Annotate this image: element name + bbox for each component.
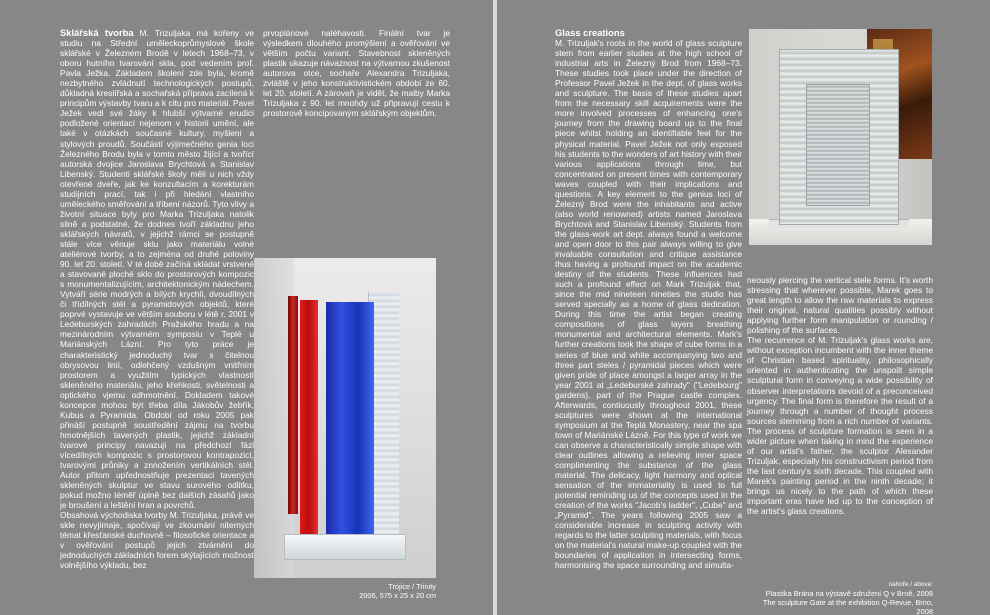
- blue-glass-slab: [326, 302, 374, 550]
- english-paragraph-2: neously piercing the vertical stele forms. It's worth stressing that wherever possible, Marek goes to great length to allow the raw materials to express their original, natural qualities possibly without applying further form manipulation or rounding / polishing of the surfaces.: [747, 275, 933, 336]
- glass-base: [284, 534, 406, 560]
- czech-paragraph-1: M. Trizuljaka má kořeny ve studiu na Střední uměleckoprůmyslové škole sklářské v Železném Brodě v letech 1968–73, v oboru hutního tvarování skla, pod vedením prof. Pavla Ježka. Základem školení zde byla, kromě nezbytného zvládnutí technologických postupů, důkladná kreslířská a sochařská příprava zacílená k principům výstavby tvaru a k citu pro materiál. Pavel Ježek vedl své žáky k hlubší výtvarné erudici podložené orientací nejenom v historii umění, ale také v otázkách současné kultury, myšlení a stylových proudů. Součástí výjimečného genia loci Železného Brodu byla v tomto město žijící a tvořící autorská dvojice Jaroslava Brychtová a Stanislav Libenský. Studenti sklářské školy měli u nich vždy otevřené dveře, jak ke konzultacím a korekturám studijních prací, tak i při hledání vlastního uměleckého směřování a tříbení názorů. Tyto vlivy a životní situace byly pro Marka Trizuljaka natolik silně a podstatné, že dodnes tvoří základnu jeho sklářských návratů, v jejichž rámci se postupně stále více věnuje sklu jako materiálu volné ateliérové tvorby, a to zejména od druhé poloviny 90. let 20. století. V té době začíná skládat vrstvené a stavované ploché sklo do prostorových kompozic s monumentalizujícím, architektonickým nádechem. Vytváří série modrých a bílých krychlí, dvoudílných či třídílných stél a pyramidových objektů, které poprvé vystavuje ve větším souboru v létě r. 2001 v Ledeburských zahradách Pražského hradu a na mezinárodním výtvarném symposiu v Teplé u Mariánských Lázní. Pro tyto práce je charakteristický jednoduchý tvar s čitelnou obrysovou linií, odlehčený vzdušným vnitřním prostorem a využitím typických vlastností skleněného materiálu, jeho křehkosti, světelnosti a optického vjemu odhmotnění. Dokladem takové koncepce mohou být třeba díla Jákobův žebřík, Kubus a Pyramida. Období od roku 2005 pak přináší postupně soustředění zájmu na tvorbu hmotnějších tavených plastik, jejichž základní tvarové principy navazují na předchozí fázi vícedílných kompozic s prostorovou kontrapozicí, tvarovými průniky a znnožením vertikálních stél. Autor přitom upřednostňuje prezentaci tavených skleněných skulptur ve stavu surového odlitku, pokud možno téměř úplně bez dalších zásahů jako je broušení a leštění hran a povrchů.: [60, 28, 254, 511]
- gate-caption-english: The sculpture Gate at the exhibition Q-Revue, Brno, 2008: [762, 598, 933, 615]
- section-heading-english: Glass creations: [555, 27, 625, 38]
- red-glass-slab: [300, 300, 318, 538]
- trinity-caption-details: 2006, 575 x 25 x 20 cm: [359, 591, 436, 600]
- czech-text-column-1: [60, 28, 254, 571]
- gate-caption-label: nahoře / above:: [888, 581, 933, 588]
- czech-paragraph-3: prvoplánové naléhavosti. Finální tvar je výsledkem dlouhého promýšlení a ověřování ve větším počtu variant. Stavebnost skleněných plastik ukazuje návaznost na výtvarnou zkušenost autorova otce, sochaře Alexandra Trizuljaka, zvláště v jeho konstruktivistickém období ze 60. let 20. století. A zároveň je vidět, že malby Marka Trizuljaka z 90. let mnohdy už připravují cestu k prostorově koncipovaným sklářským objektům.: [263, 28, 450, 119]
- english-paragraph-1: M. Trizuljak's roots in the world of glass sculpture stem from earlier studies at the high school of industrial arts in Železný Brod from 1968–73. These studies took place under the direction of Professor Pavel Ježek in the dept. of glass works and sculpture. The basis of these studies apart from the necessary skill acquirements were the more involved processes of enhancing one's journey from the drawing board up to the final piece whilst holding an identifiable feel for the physical material. Pavel Ježek not only exposed his students to the wonders of art history with their various applications through time, but concentrated on present times with contemporary waves coupled with their implications and questions. A key element to the genius loci of Železný Brod were the inhabitants and active (also world renowned) artists named Jaroslava Brychtová and Stanislav Libenský. Students from the glass-work art dept. always found a welcome and open door to this pair always willing to give invaluable consultation and critique assistance thus having a profound impact on the academic destiny of the students. These influences had such a profound effect on Mark Trizuljak that, since the mid nineteen nineties the studio has served specially as a home of glass dedication. During this time the artist began creating compositions of glass layers breathing monumental and architectural elements. Mark's further creations took the shape of cube forms in a series of blue and white accompanying two and three part steles / pyramidal pieces which were given pride of place amongst a larger array in the year 2001 at „Ledeburské zahrady" ("Ledebourg" gardens), part of the Prague castle complex. Afterwards, contiuously throughout 2001, these sculptures were shown at the international symposium at the Teplá Monastery, near the spa town of Mariánské Lázně. For this type of work we can observe a characteristically simple shape with clear outlines allowing a relieving inner space complimenting the substance of the glass material. The delicacy, light harmony and optical sensation of the immateriality is used to full potential reminding us of the concepts used in the creation of the works "Jacob's ladder", „Cube" and „Pyramid". The years following 2005 saw a considerable increase in sculpting activity with regards to the latter sculpting materials, with focus on the material's natural make-up coupled with the boundaries of application in intersecting forms, harmonising the space surrounding and simulta-: [555, 38, 742, 571]
- trinity-caption: [254, 582, 436, 600]
- section-heading-czech: Sklářská tvorba: [60, 27, 134, 38]
- english-paragraph-3: The recurrence of M. Trizuljak's glass works are, without exception incumbent with the inner theme of Christian based spirituality, philosophically oriented in authenticating the unspoilt simple sculptural form in conveying a wide possibility of observer interpretations devoid of a preconceived urgency. The final form is therefore the result of a journey through a number of thought process sources stemming from a rich number of variants. The process of sculpture formation is seen in a wider picture when taking in mind the experience of our artist's father, the sculptor Alexander Trizuljak, especially his constructivism period from the last century's sixth decade. This coupled with Marek's painting period in the ninth decade; it brings us nicely to the path of which these important eras have led up to the conception of the artist's glass creations.: [747, 335, 933, 517]
- glass-gate-sculpture: [779, 49, 899, 225]
- left-page: [0, 0, 493, 615]
- right-page: [497, 0, 990, 615]
- czech-text-column-2: [263, 28, 450, 118]
- english-text-column-2: [747, 275, 933, 516]
- czech-paragraph-2: Obsahová východiska tvorby M. Trizuljaka, právě ve skle nevyjímaje, spočívají ve zkoumání niterných témat křesťanské duchovně – filosofické orientace a v ověřování postupů jejich ztvárnění do jednoduchých základních forem skýtajících možnost volnějšího výkladu, bez: [60, 510, 254, 571]
- english-text-column-1: [555, 28, 742, 571]
- trinity-caption-title: Trojice / Trinity: [388, 582, 436, 591]
- gate-caption-czech: Plastika Brána na výstavě sdružení Q v Brně, 2008: [765, 589, 933, 598]
- trinity-sculpture-photo: [254, 258, 436, 578]
- gate-caption: [747, 580, 933, 615]
- gate-sculpture-photo: [749, 29, 932, 245]
- red-glass-slab: [288, 296, 298, 514]
